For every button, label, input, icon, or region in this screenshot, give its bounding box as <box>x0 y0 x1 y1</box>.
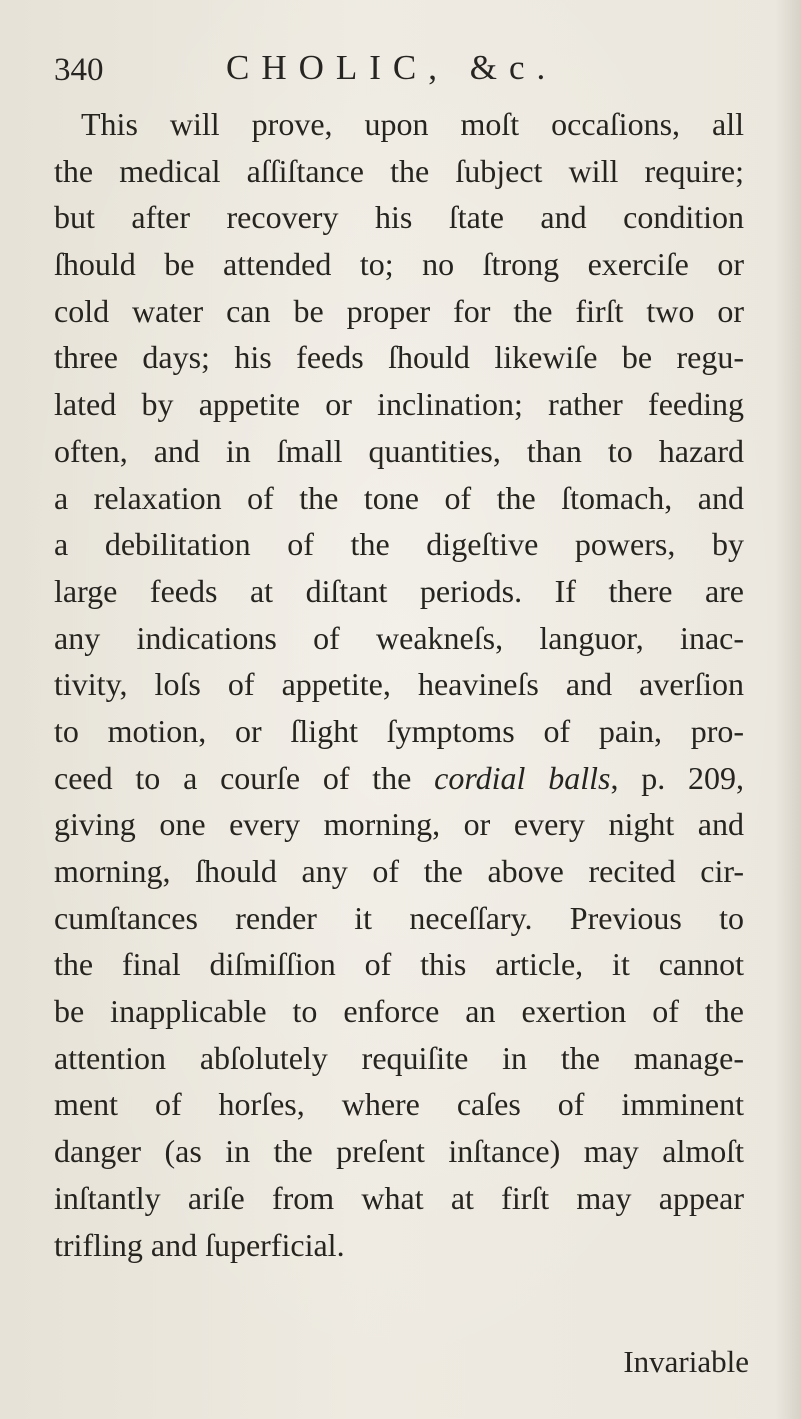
text-line: morning, ſhould any of the above recited cir- <box>54 853 744 889</box>
running-title: CHOLIC, &c. <box>226 48 558 87</box>
text-line: a relaxation of the tone of the ſtomach, and <box>54 479 744 516</box>
text-line-with-italic <box>54 755 744 802</box>
text-line: to motion, or ſlight ſymptoms of pain, pro- <box>54 712 744 749</box>
text-line: inſtantly ariſe from what at firſt may appear <box>54 1179 744 1216</box>
text-segment: ceed to a courſe of the <box>54 759 435 796</box>
text-line: a debilitation of the digeſtive powers, by <box>54 526 744 563</box>
text-line: but after recovery his ſtate and condition <box>54 199 744 236</box>
text-line: giving one every morning, or every night and <box>54 806 744 843</box>
page-number: 340 <box>54 52 104 88</box>
body-text <box>54 101 744 1268</box>
running-head <box>54 48 754 96</box>
text-line: often, and in ſmall quantities, than to hazard <box>54 432 744 469</box>
text-line: This will prove, upon moſt occaſions, all <box>81 106 744 142</box>
text-line: the medical aſſiſtance the ſubject will require; <box>54 152 744 189</box>
text-line: tivity, loſs of appetite, heavineſs and averſion <box>54 666 744 703</box>
text-line: ment of horſes, where caſes of imminent <box>54 1086 744 1123</box>
catchword: Invariable <box>623 1344 749 1379</box>
text-line: ſhould be attended to; no ſtrong exerciſe or <box>54 246 744 283</box>
text-line: attention abſolutely requiſite in the manage- <box>54 1039 744 1076</box>
text-line: cumſtances render it neceſſary. Previous to <box>54 899 744 936</box>
text-line: any indications of weakneſs, languor, inac- <box>54 619 744 656</box>
text-line: cold water can be proper for the firſt two or <box>54 292 744 329</box>
italic-reference: cordial balls <box>434 759 611 796</box>
text-line: be inapplicable to enforce an exertion of the <box>54 993 744 1030</box>
text-line: trifling and ſuperficial. <box>54 1226 345 1263</box>
text-line: large feeds at diſtant periods. If there are <box>54 572 744 609</box>
text-line: danger (as in the preſent inſtance) may almoſt <box>54 1133 744 1170</box>
text-line: three days; his feeds ſhould likewiſe be regu- <box>54 339 744 376</box>
text-line: the final diſmiſſion of this article, it cannot <box>54 946 744 983</box>
text-segment: , p. 209, <box>610 759 745 796</box>
text-line: lated by appetite or inclination; rather feeding <box>54 386 744 423</box>
